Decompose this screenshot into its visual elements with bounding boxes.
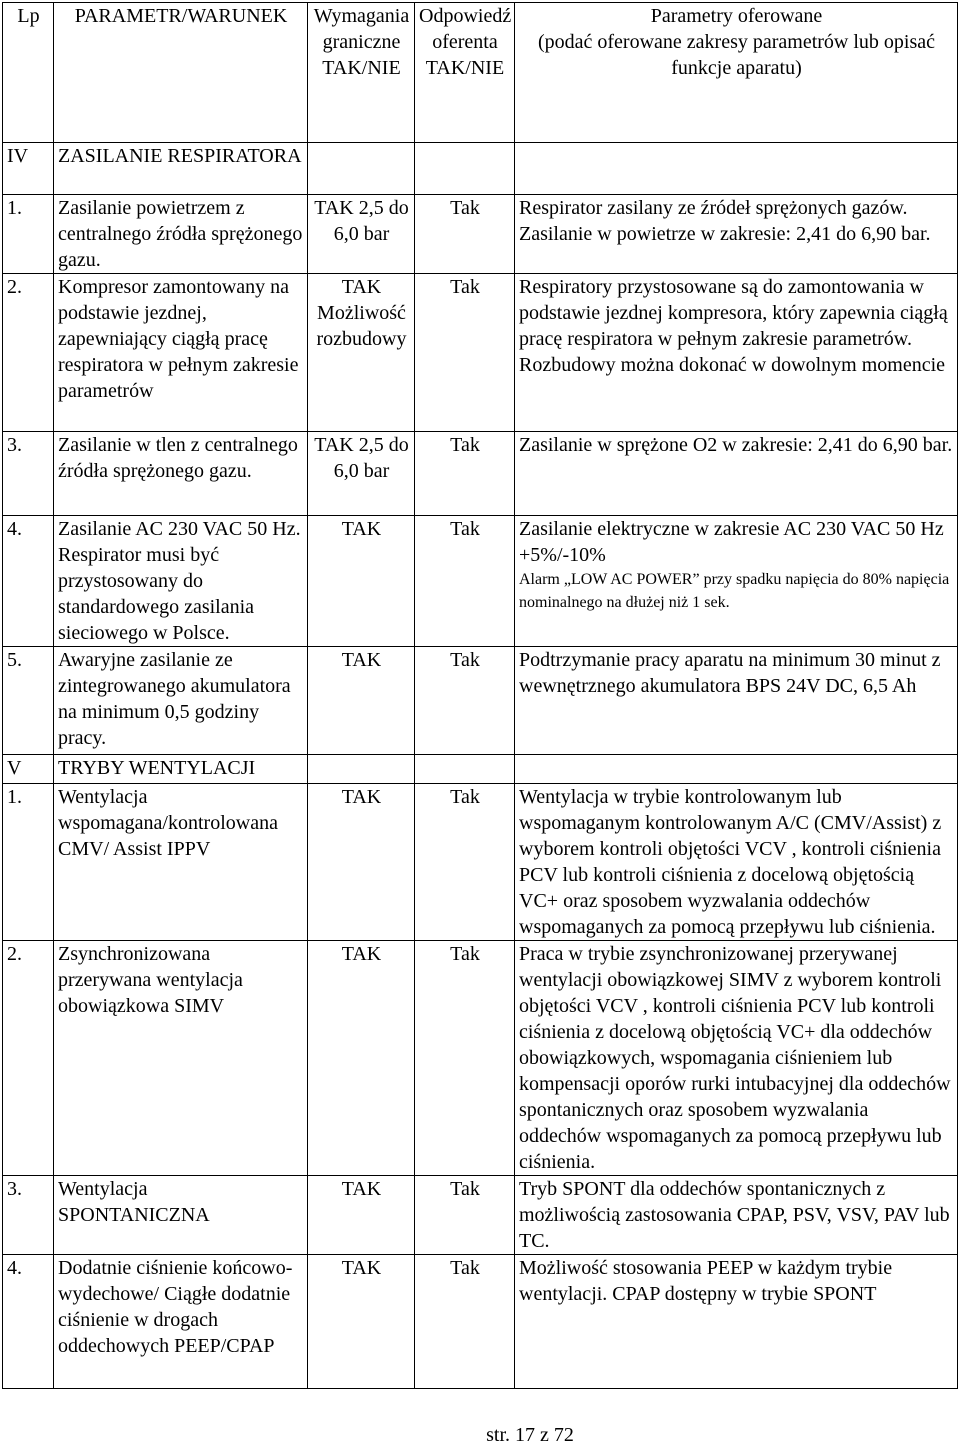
header-lp: Lp [3,3,54,143]
row-required: TAK [308,1255,415,1389]
table-row [3,274,958,432]
row-description: Praca w trybie zsynchronizowanej przerywanej wentylacji obowiązkowej SIMV z wyborem kontroli objętości VCV , kontroli ciśnienia PCV lub kontroli ciśnienia z docelową objętością VC+ dla oddechów obowiązkowych, wspomagania ciśnieniem lub kompensacji oporów rurki intubacyjnej dla oddechów spontanicznych oraz sposobem wyzwalania oddechów wspomaganych za pomocą przepływu lub ciśnienia. [515,941,958,1176]
row-parameter: Zasilanie powietrzem z centralnego źródła sprężonego gazu. [54,195,308,274]
row-required: TAK Możliwość rozbudowy [308,274,415,432]
row-description: Możliwość stosowania PEEP w każdym trybie wentylacji. CPAP dostępny w trybie SPONT [515,1255,958,1389]
row-answer: Tak [415,432,515,516]
header-offered-subtitle: (podać oferowane zakresy parametrów lub opisać funkcje aparatu) [537,31,936,79]
row-parameter-modes: CMV/ Assist IPPV [58,838,211,860]
row-required: TAK 2,5 do 6,0 bar [308,432,415,516]
row-description: Respiratory przystosowane są do zamontowania w podstawie jezdnej kompresora, który zapewnia ciągłą pracę respiratora w pełnym zakresie parametrów. Rozbudowy można dokonać w dowolnym momencie [515,274,958,432]
row-required: TAK [308,647,415,755]
table-row [3,432,958,516]
header-offered [515,3,958,143]
header-parameter: PARAMETR/WARUNEK [54,3,308,143]
section-title: TRYBY WENTYLACJI [54,755,308,784]
table-row [3,1176,958,1255]
specification-table [2,2,958,1389]
row-parameter-text: Wentylacja wspomagana/kontrolowana [58,786,278,834]
table-row [3,1255,958,1389]
row-parameter: Dodatnie ciśnienie końcowo-wydechowe/ Ciągłe dodatnie ciśnienie w drogach oddechowych PEEP/CPAP [54,1255,308,1389]
row-required: TAK [308,1176,415,1255]
table-row [3,516,958,647]
row-answer: Tak [415,1255,515,1389]
row-required: TAK [308,516,415,647]
row-answer: Tak [415,195,515,274]
header-offered-title: Parametry oferowane [650,5,823,27]
header-row [3,3,958,143]
row-lp: 2. [3,274,54,432]
row-parameter: Zsynchronizowana przerywana wentylacja obowiązkowa SIMV [54,941,308,1176]
row-description: Zasilanie w sprężone O2 w zakresie: 2,41 do 6,90 bar. [515,432,958,516]
row-description-main: Zasilanie elektryczne w zakresie AC 230 VAC 50 Hz +5%/-10% [519,518,944,566]
header-answer: Odpowiedź oferenta TAK/NIE [415,3,515,143]
section-number: V [3,755,54,784]
row-description: Wentylacja w trybie kontrolowanym lub wspomaganym kontrolowanym A/C (CMV/Assist) z wyborem kontroli objętości VCV , kontroli ciśnienia PCV lub kontroli ciśnienia z docelową objętością VC+ oraz sposobem wyzwalania oddechów wspomaganych za pomocą przepływu lub ciśnienia. [515,784,958,941]
row-answer: Tak [415,941,515,1176]
row-description-note: Alarm „LOW AC POWER” przy spadku napięcia do 80% napięcia nominalnego na dłużej niż 1 sek. [519,571,950,611]
row-required: TAK [308,941,415,1176]
row-description: Respirator zasilany ze źródeł sprężonych gazów. Zasilanie w powietrze w zakresie: 2,41 do 6,90 bar. [515,195,958,274]
row-description: Tryb SPONT dla oddechów spontanicznych z możliwością zastosowania CPAP, PSV, VSV, PAV lub TC. [515,1176,958,1255]
table-row [3,195,958,274]
row-lp: 5. [3,647,54,755]
page-footer [0,1423,960,1447]
row-parameter: Zasilanie AC 230 VAC 50 Hz. Respirator musi być przystosowany do standardowego zasilania sieciowego w Polsce. [54,516,308,647]
row-lp: 4. [3,516,54,647]
row-answer: Tak [415,1176,515,1255]
row-answer: Tak [415,647,515,755]
row-lp: 3. [3,432,54,516]
row-lp: 1. [3,195,54,274]
row-required: TAK 2,5 do 6,0 bar [308,195,415,274]
row-answer: Tak [415,784,515,941]
section-row [3,143,958,195]
section-number: IV [3,143,54,195]
table-row [3,647,958,755]
row-parameter: Awaryjne zasilanie ze zintegrowanego akumulatora na minimum 0,5 godziny pracy. [54,647,308,755]
page-number: str. 17 z 72 [486,1424,574,1446]
table-row [3,941,958,1176]
row-lp: 2. [3,941,54,1176]
row-lp: 3. [3,1176,54,1255]
row-parameter: Kompresor zamontowany na podstawie jezdnej, zapewniający ciągłą pracę respiratora w pełnym zakresie parametrów [54,274,308,432]
row-lp: 1. [3,784,54,941]
section-row [3,755,958,784]
row-parameter: Wentylacja SPONTANICZNA [54,1176,308,1255]
row-description: Podtrzymanie pracy aparatu na minimum 30 minut z wewnętrznego akumulatora BPS 24V DC, 6,5 Ah [515,647,958,755]
header-required: Wymagania graniczne TAK/NIE [308,3,415,143]
row-parameter: Zasilanie w tlen z centralnego źródła sprężonego gazu. [54,432,308,516]
row-lp: 4. [3,1255,54,1389]
row-parameter [54,784,308,941]
row-required: TAK [308,784,415,941]
row-answer: Tak [415,516,515,647]
table-row [3,784,958,941]
row-answer: Tak [415,274,515,432]
row-description [515,516,958,647]
section-title: ZASILANIE RESPIRATORA [54,143,308,195]
